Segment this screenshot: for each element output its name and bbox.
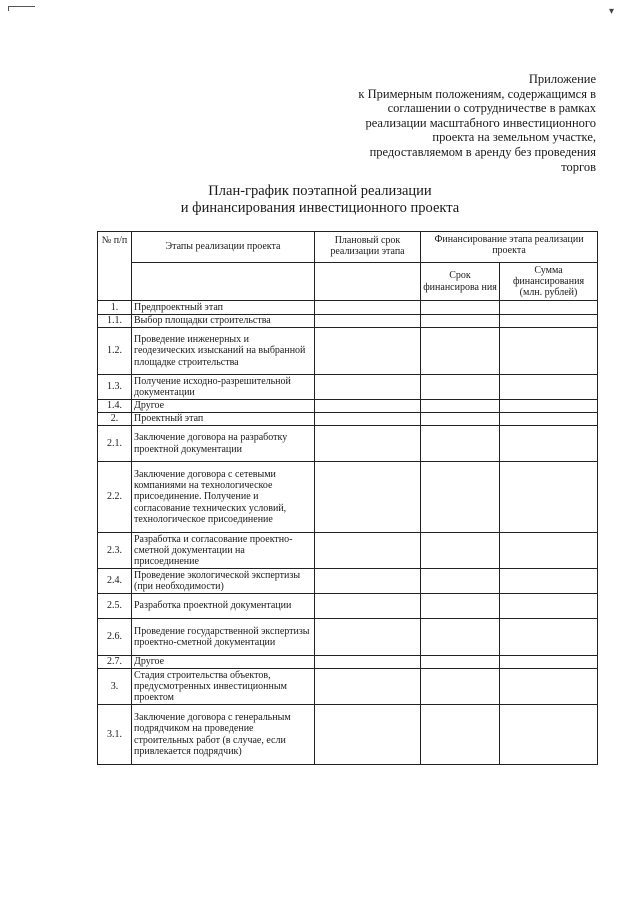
row-stage: Стадия строительства объектов, предусмотренных инвестиционным проектом	[132, 669, 315, 705]
header-planned-term: Плановый срок реализации этапа	[315, 232, 421, 263]
table-row	[98, 533, 598, 569]
row-number: 2.3.	[98, 533, 132, 569]
row-fin-term	[421, 413, 500, 426]
header-stage-blank	[132, 263, 315, 301]
row-planned-term	[315, 669, 421, 705]
row-planned-term	[315, 426, 421, 462]
row-planned-term	[315, 594, 421, 619]
row-fin-term	[421, 594, 500, 619]
row-fin-term	[421, 569, 500, 594]
header-financing: Финансирование этапа реализации проекта	[421, 232, 598, 263]
row-planned-term	[315, 400, 421, 413]
table-row	[98, 462, 598, 533]
row-stage: Проектный этап	[132, 413, 315, 426]
appendix-line: реализации масштабного инвестиционного	[365, 115, 596, 130]
row-number: 1.2.	[98, 328, 132, 375]
table-row	[98, 594, 598, 619]
row-number: 1.1.	[98, 315, 132, 328]
schedule-table	[97, 231, 598, 765]
row-fin-sum	[500, 656, 598, 669]
row-fin-sum	[500, 400, 598, 413]
row-fin-sum	[500, 301, 598, 315]
row-planned-term	[315, 375, 421, 400]
row-number: 2.6.	[98, 619, 132, 656]
appendix-line: к Примерным положениям, содержащимся в	[358, 86, 596, 101]
table-row	[98, 669, 598, 705]
row-stage: Другое	[132, 656, 315, 669]
row-planned-term	[315, 705, 421, 765]
row-stage: Заключение договора с генеральным подрядчиком на проведение строительных работ (в случае, если привлекается подрядчик)	[132, 705, 315, 765]
row-stage: Предпроектный этап	[132, 301, 315, 315]
row-planned-term	[315, 569, 421, 594]
row-stage: Заключение договора с сетевыми компаниями на технологическое присоединение. Получение и согласование технических условий, технологическое присоединение	[132, 462, 315, 533]
row-planned-term	[315, 462, 421, 533]
row-fin-sum	[500, 705, 598, 765]
appendix-line: соглашении о сотрудничестве в рамках	[387, 101, 596, 116]
appendix-header	[296, 72, 596, 174]
row-number: 2.	[98, 413, 132, 426]
row-number: 2.5.	[98, 594, 132, 619]
row-planned-term	[315, 328, 421, 375]
row-planned-term	[315, 619, 421, 656]
header-term-blank	[315, 263, 421, 301]
scan-corner-dot: ▾	[608, 6, 614, 17]
header-num: № п/п	[98, 232, 132, 301]
row-number: 3.	[98, 669, 132, 705]
appendix-line: Приложение	[528, 72, 596, 86]
table-row	[98, 328, 598, 375]
row-number: 1.3.	[98, 375, 132, 400]
row-stage: Заключение договора на разработку проектной документации	[132, 426, 315, 462]
row-fin-term	[421, 533, 500, 569]
row-stage: Получение исходно-разрешительной документации	[132, 375, 315, 400]
table-row	[98, 413, 598, 426]
row-fin-term	[421, 315, 500, 328]
table-row	[98, 569, 598, 594]
appendix-line: предоставляемом в аренду без проведения	[369, 144, 596, 159]
row-fin-sum	[500, 669, 598, 705]
row-stage: Разработка и согласование проектно-сметной документации на присоединение	[132, 533, 315, 569]
row-fin-sum	[500, 315, 598, 328]
table-row	[98, 426, 598, 462]
row-stage: Разработка проектной документации	[132, 594, 315, 619]
row-planned-term	[315, 413, 421, 426]
row-fin-sum	[500, 426, 598, 462]
header-fin-sum: Сумма финансирования (млн. рублей)	[500, 263, 598, 301]
row-stage: Выбор площадки строительства	[132, 315, 315, 328]
row-fin-term	[421, 301, 500, 315]
document-title	[0, 183, 640, 217]
row-fin-term	[421, 462, 500, 533]
row-fin-sum	[500, 594, 598, 619]
row-fin-sum	[500, 533, 598, 569]
row-number: 1.4.	[98, 400, 132, 413]
table-row	[98, 400, 598, 413]
table-row	[98, 619, 598, 656]
row-fin-sum	[500, 375, 598, 400]
table-row	[98, 301, 598, 315]
row-planned-term	[315, 533, 421, 569]
row-fin-sum	[500, 569, 598, 594]
row-stage: Проведение инженерных и геодезических изысканий на выбранной площадке строительства	[132, 328, 315, 375]
row-fin-sum	[500, 619, 598, 656]
row-fin-term	[421, 400, 500, 413]
table-row	[98, 705, 598, 765]
row-stage: Проведение экологической экспертизы (при необходимости)	[132, 569, 315, 594]
table-row	[98, 656, 598, 669]
row-fin-term	[421, 705, 500, 765]
row-fin-term	[421, 328, 500, 375]
table-row	[98, 375, 598, 400]
row-fin-sum	[500, 462, 598, 533]
row-number: 1.	[98, 301, 132, 315]
row-fin-term	[421, 619, 500, 656]
row-number: 2.4.	[98, 569, 132, 594]
scan-corner-mark	[8, 6, 35, 11]
row-planned-term	[315, 315, 421, 328]
appendix-line: торгов	[561, 159, 596, 174]
row-fin-sum	[500, 413, 598, 426]
appendix-line: проекта на земельном участке,	[432, 130, 596, 145]
row-fin-sum	[500, 328, 598, 375]
table-row	[98, 315, 598, 328]
row-planned-term	[315, 301, 421, 315]
row-fin-term	[421, 669, 500, 705]
row-planned-term	[315, 656, 421, 669]
title-line-1: План-график поэтапной реализации	[208, 183, 432, 199]
header-fin-term: Срок финансирова ния	[421, 263, 500, 301]
row-fin-term	[421, 375, 500, 400]
row-fin-term	[421, 426, 500, 462]
title-line-2: и финансирования инвестиционного проекта	[180, 200, 460, 216]
row-number: 2.1.	[98, 426, 132, 462]
row-stage: Другое	[132, 400, 315, 413]
row-stage: Проведение государственной экспертизы проектно-сметной документации	[132, 619, 315, 656]
row-fin-term	[421, 656, 500, 669]
row-number: 3.1.	[98, 705, 132, 765]
header-stage: Этапы реализации проекта	[132, 232, 315, 263]
row-number: 2.2.	[98, 462, 132, 533]
row-number: 2.7.	[98, 656, 132, 669]
